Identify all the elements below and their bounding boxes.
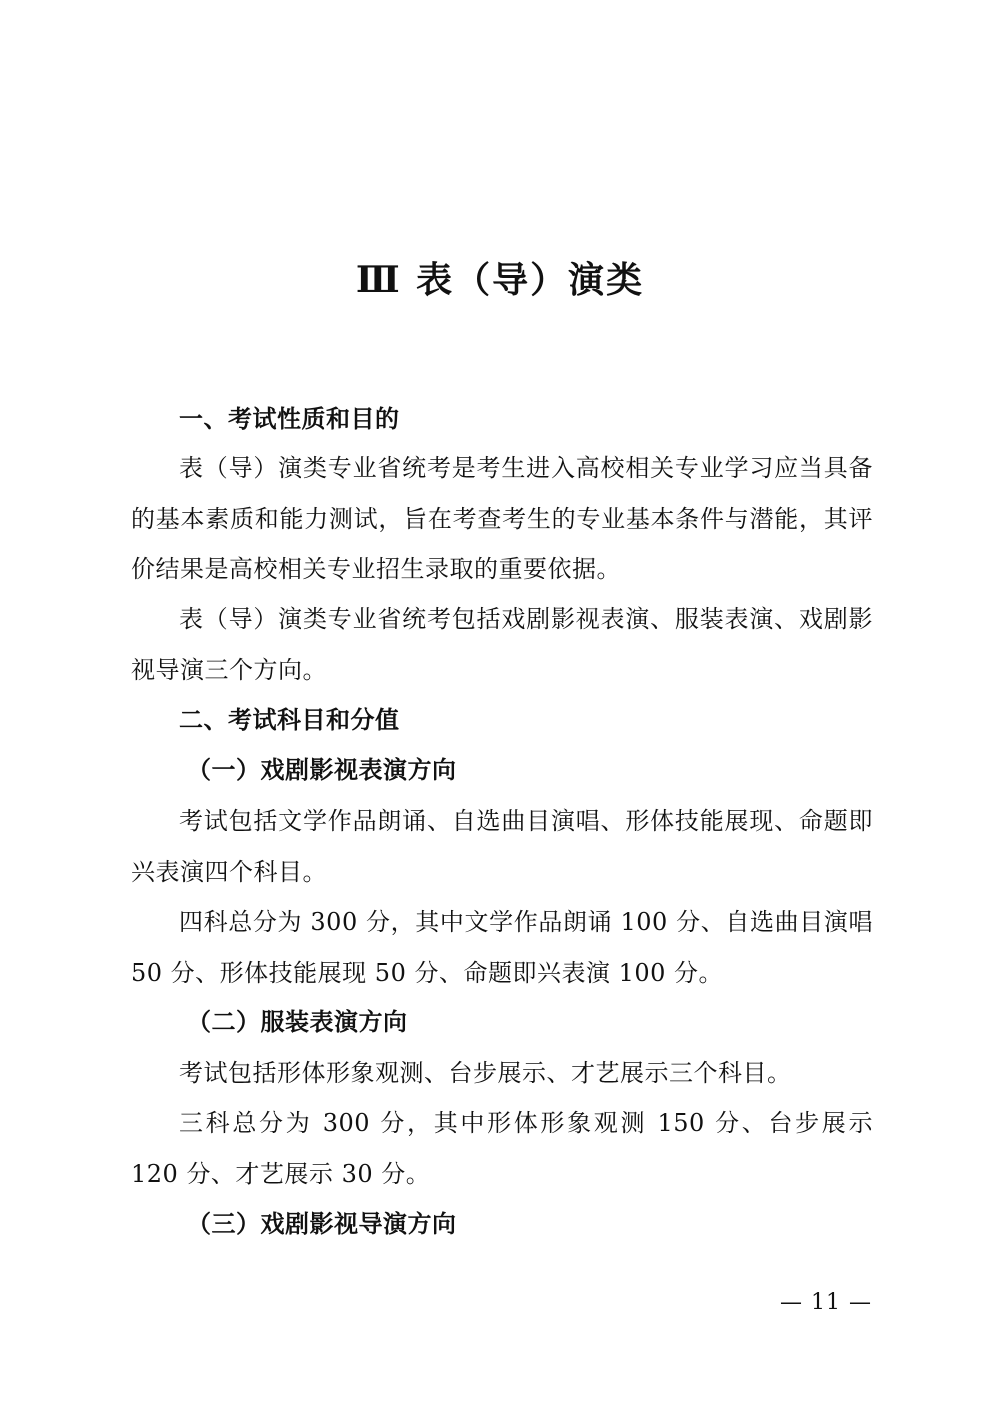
subsection-heading-drama-performance: （一）戏剧影视表演方向: [187, 755, 457, 784]
paragraph-purpose: 表（导）演类专业省统考是考生进入高校相关专业学习应当具备的基本素质和能力测试，旨在考查考生的专业基本条件与潜能，其评价结果是高校相关专业招生录取的重要依据。: [131, 454, 873, 583]
page-number: — 11 —: [780, 1290, 872, 1315]
section-heading-2: 二、考试科目和分值: [179, 706, 400, 734]
subsection-heading-fashion-performance: （二）服装表演方向: [187, 1007, 408, 1036]
paragraph-directions: 表（导）演类专业省统考包括戏剧影视表演、服装表演、戏剧影视导演三个方向。: [131, 605, 873, 684]
paragraph-drama-subjects: 考试包括文学作品朗诵、自选曲目演唱、形体技能展现、命题即兴表演四个科目。: [131, 807, 873, 886]
page-title: Ⅲ 表（导）演类: [355, 259, 645, 301]
paragraph-drama-scores: 四科总分为 300 分，其中文学作品朗诵 100 分、自选曲目演唱 50 分、形体技能展现 50 分、命题即兴表演 100 分。: [131, 908, 873, 987]
paragraph-fashion-scores: 三科总分为 300 分，其中形体形象观测 150 分、台步展示 120 分、才艺展示 30 分。: [131, 1109, 873, 1188]
section-heading-1: 一、考试性质和目的: [179, 405, 400, 433]
paragraph-fashion-subjects: 考试包括形体形象观测、台步展示、才艺展示三个科目。: [179, 1059, 792, 1087]
subsection-heading-directing: （三）戏剧影视导演方向: [187, 1209, 457, 1238]
